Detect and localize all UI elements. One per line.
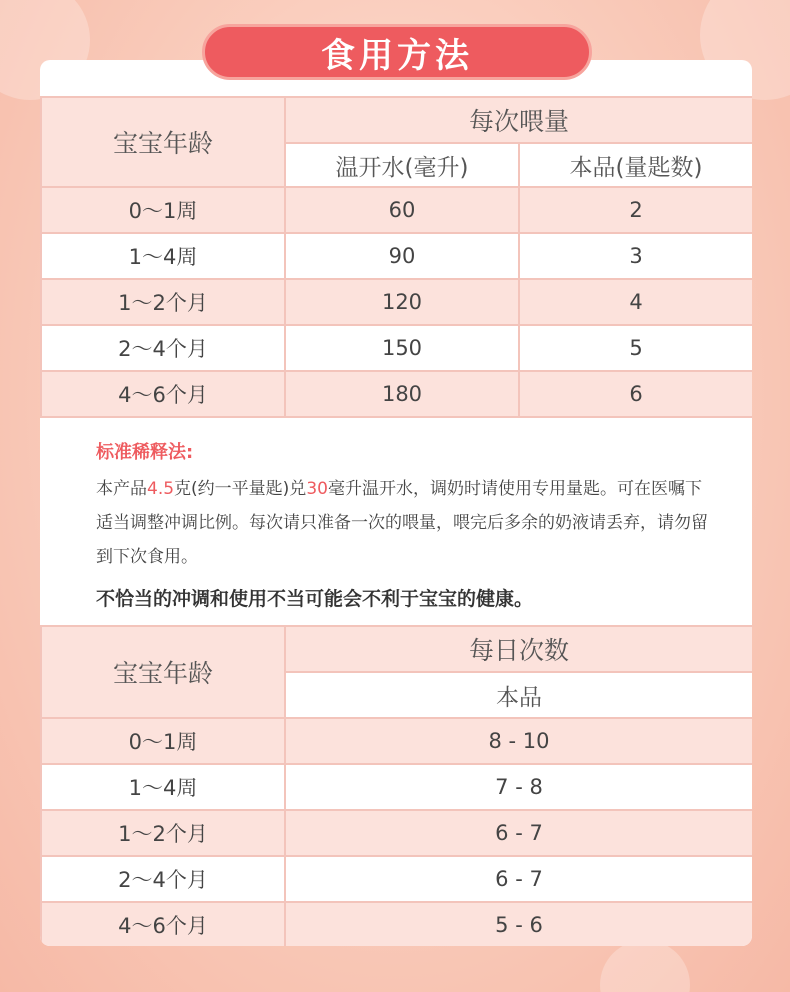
scoops-cell: 3: [519, 233, 752, 279]
water-cell: 90: [285, 233, 519, 279]
age-header: 宝宝年龄: [41, 97, 285, 187]
age-cell: 2～4个月: [41, 325, 285, 371]
notes-text: 本产品: [96, 479, 147, 499]
per-feeding-header: 每次喂量: [285, 97, 752, 143]
table-row: [41, 371, 752, 417]
water-header: 温开水(毫升): [285, 143, 519, 187]
age-cell: 1～4周: [41, 233, 285, 279]
scoops-header: 本品(量匙数): [519, 143, 752, 187]
age-cell: 2～4个月: [41, 856, 285, 902]
scoops-cell: 4: [519, 279, 752, 325]
table-row: [41, 810, 752, 856]
warning-text: 不恰当的冲调和使用不当可能会不利于宝宝的健康。: [96, 588, 534, 610]
times-cell: 8 - 10: [285, 718, 752, 764]
times-cell: 5 - 6: [285, 902, 752, 946]
bokeh-decoration: [600, 940, 690, 992]
daily-times-header: 每日次数: [285, 626, 752, 672]
scoops-cell: 5: [519, 325, 752, 371]
water-cell: 60: [285, 187, 519, 233]
instructions-card: [40, 60, 752, 946]
times-cell: 7 - 8: [285, 764, 752, 810]
age-cell: 1～2个月: [41, 810, 285, 856]
age-cell: 1～2个月: [41, 279, 285, 325]
table-row: [41, 718, 752, 764]
times-cell: 6 - 7: [285, 856, 752, 902]
notes-text: 克(约一平量匙)兑: [174, 479, 307, 499]
table-row: [41, 764, 752, 810]
feeding-amount-table: [40, 96, 752, 418]
grams-value: 4.5: [147, 479, 175, 499]
dilution-notes: [96, 438, 716, 611]
age-cell: 0～1周: [41, 718, 285, 764]
age-cell: 0～1周: [41, 187, 285, 233]
table-row: [41, 187, 752, 233]
page-title: 食用方法: [202, 24, 592, 80]
scoops-cell: 2: [519, 187, 752, 233]
table-row: [41, 902, 752, 946]
notes-text: 毫升温开水，调奶时请使用专用量匙。可在医嘱下适当调整冲调比例。每次请只准备一次的喂量，喂完后多余的奶液请丢弃，请勿留到下次食用。: [96, 479, 708, 567]
age-cell: 4～6个月: [41, 902, 285, 946]
table-row: [41, 279, 752, 325]
age-header: 宝宝年龄: [41, 626, 285, 718]
notes-title: 标准稀释法:: [96, 442, 194, 463]
table-row: [41, 325, 752, 371]
age-cell: 4～6个月: [41, 371, 285, 417]
table-row: [41, 856, 752, 902]
times-cell: 6 - 7: [285, 810, 752, 856]
table-row: [41, 233, 752, 279]
scoops-cell: 6: [519, 371, 752, 417]
notes-body: [96, 472, 716, 574]
water-cell: 150: [285, 325, 519, 371]
water-cell: 120: [285, 279, 519, 325]
product-header: 本品: [285, 672, 752, 718]
age-cell: 1～4周: [41, 764, 285, 810]
daily-times-table: [40, 625, 752, 946]
water-cell: 180: [285, 371, 519, 417]
ml-value: 30: [306, 479, 328, 499]
